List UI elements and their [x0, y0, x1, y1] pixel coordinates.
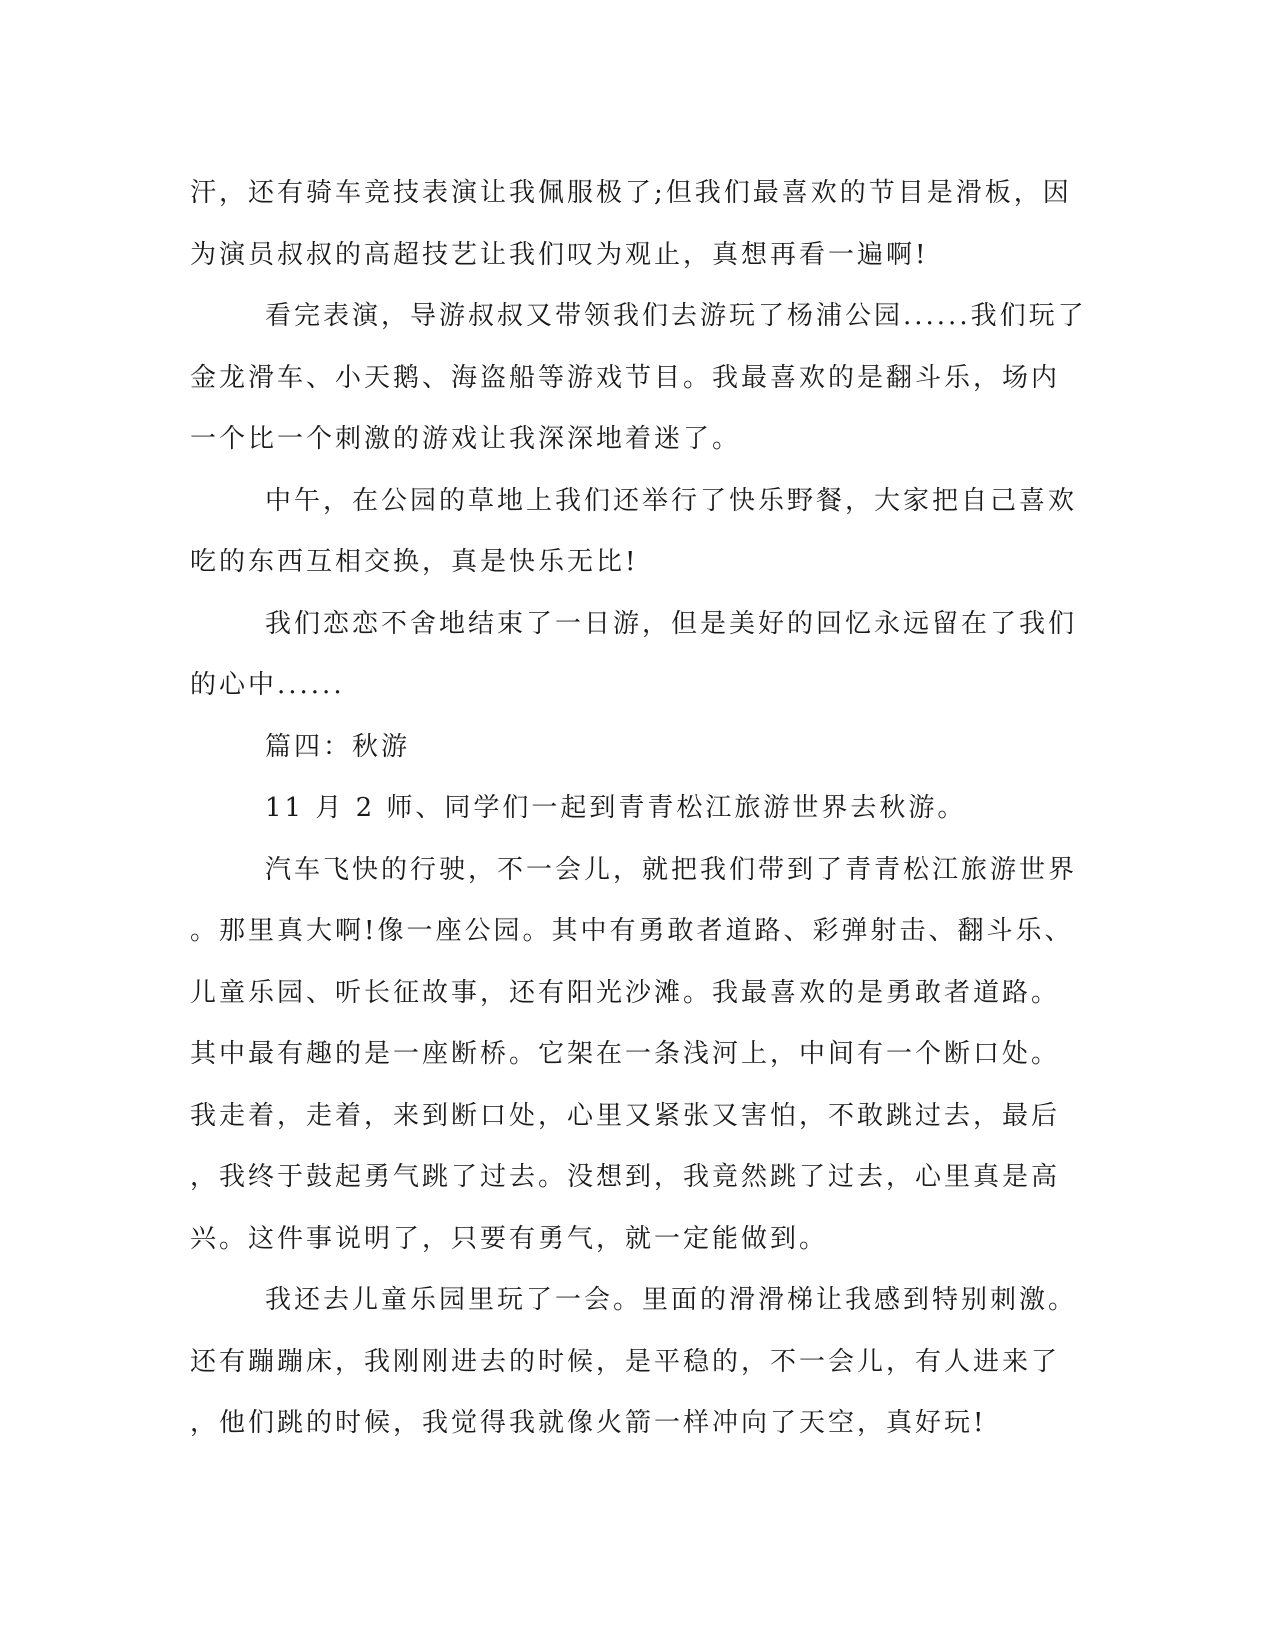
- text-line: 金龙滑车、小天鹅、海盗船等游戏节目。我最喜欢的是翻斗乐，场内: [190, 362, 1061, 393]
- text-line: 兴。这件事说明了，只要有勇气，就一定能做到。: [190, 1223, 829, 1254]
- text-line: 其中最有趣的是一座断桥。它架在一条浅河上，中间有一个断口处。: [190, 1039, 1061, 1069]
- text-line: 为演员叔叔的高超技艺让我们叹为观止，真想再看一遍啊!: [190, 239, 929, 270]
- text-line: 儿童乐园、听长征故事，还有阳光沙滩。我最喜欢的是勇敢者道路。: [190, 977, 1061, 1008]
- text-line: 我还去儿童乐园里玩了一会。里面的滑滑梯让我感到特别刺激。: [265, 1285, 1078, 1315]
- section-heading: 篇四：秋游: [265, 731, 411, 762]
- text-line: ，我终于鼓起勇气跳了过去。没想到，我竟然跳了过去，心里真是高: [190, 1162, 1061, 1192]
- text-line: 一个比一个刺激的游戏让我深深地着迷了。: [190, 424, 742, 454]
- text-line: 我们恋恋不舍地结束了一日游，但是美好的回忆永远留在了我们: [265, 608, 1078, 639]
- text-line: 汗，还有骑车竞技表演让我佩服极了;但我们最喜欢的节目是滑板，因: [190, 178, 1072, 208]
- text-line: 我走着，走着，来到断口处，心里又紧张又害怕，不敢跳过去，最后: [190, 1100, 1061, 1131]
- text-line: ，他们跳的时候，我觉得我就像火箭一样冲向了天空，真好玩!: [190, 1408, 987, 1438]
- text-line: 汽车飞快的行驶，不一会儿，就把我们带到了青青松江旅游世界: [265, 854, 1078, 885]
- text-line: 11 月 2 师、同学们一起到青青松江旅游世界去秋游。: [265, 793, 967, 823]
- text-line: 吃的东西互相交换，真是快乐无比!: [190, 547, 639, 577]
- text-line: 的心中......: [190, 670, 345, 700]
- text-line: 中午，在公园的草地上我们还举行了快乐野餐，大家把自己喜欢: [265, 485, 1078, 516]
- document-body: [190, 163, 1090, 1455]
- text-line: 还有蹦蹦床，我刚刚进去的时候，是平稳的，不一会儿，有人进来了: [190, 1346, 1061, 1377]
- text-line: 。那里真大啊!像一座公园。其中有勇敢者道路、彩弹射击、翻斗乐、: [190, 916, 1074, 946]
- text-line: 看完表演，导游叔叔又带领我们去游玩了杨浦公园......我们玩了: [265, 301, 1087, 331]
